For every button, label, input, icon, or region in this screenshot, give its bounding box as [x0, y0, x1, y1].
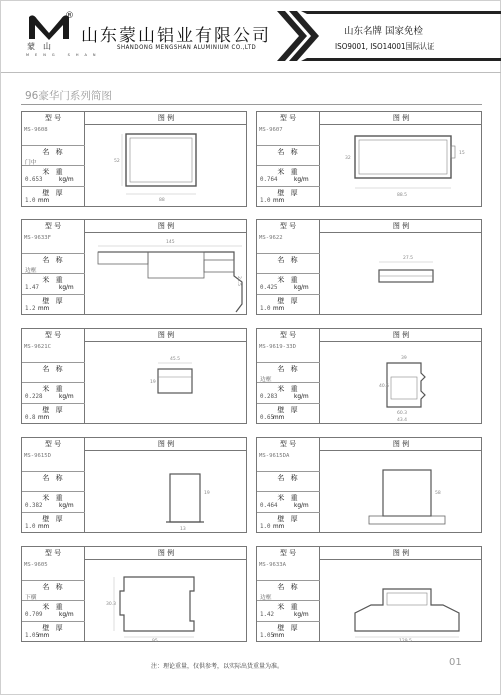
weight-row [257, 383, 320, 404]
dimension-label: 19 [204, 491, 210, 496]
profile-drawing [321, 561, 482, 642]
weight-unit: kg/m [59, 394, 74, 400]
header [1, 1, 501, 65]
drawing-header: 图 例 [85, 112, 247, 125]
name-label: 名 称 [277, 364, 300, 373]
weight-unit: kg/m [294, 394, 309, 400]
dimension-label: 88.5 [397, 193, 408, 198]
model-number: MS-9607 [259, 127, 283, 133]
name-row [257, 146, 320, 167]
name-label: 名 称 [277, 147, 300, 156]
dimension-label: 19 [150, 380, 156, 385]
model-header: 型 号 [22, 112, 85, 125]
profile-diagram [86, 126, 247, 207]
profile-drawing [321, 452, 482, 533]
name-label: 名 称 [277, 473, 300, 482]
model-header: 型 号 [22, 438, 85, 451]
dimension-label: 39 [401, 356, 407, 361]
wall-value: 0.65 [260, 414, 274, 421]
wall-row [22, 513, 85, 534]
weight-row [22, 601, 85, 622]
product-name: 边框 [260, 376, 272, 383]
product-card [21, 111, 247, 207]
dimension-label: 58 [435, 491, 441, 496]
weight-row [22, 274, 85, 295]
profile-drawing [86, 561, 247, 642]
weight-unit: kg/m [59, 503, 74, 509]
dimension-label: 15 [459, 151, 465, 156]
weight-label: 米 重 [42, 494, 65, 502]
wall-value: 0.8 [25, 414, 36, 421]
profile-diagram [321, 343, 482, 424]
dimension-label: 13 [180, 527, 186, 532]
wall-row [257, 404, 320, 425]
weight-label: 米 重 [42, 276, 65, 284]
product-name: 下横 [25, 594, 37, 601]
wall-unit: mm [273, 305, 285, 312]
wall-row [257, 622, 320, 643]
model-header: 型 号 [257, 329, 320, 342]
weight-value: 1.47 [25, 285, 39, 291]
weight-label: 米 重 [277, 168, 300, 176]
name-row [257, 581, 320, 602]
drawing-header: 图 例 [320, 547, 482, 560]
wall-row [22, 187, 85, 208]
profile-diagram [321, 126, 482, 207]
wall-row [22, 404, 85, 425]
name-row [22, 472, 85, 493]
wall-unit: mm [273, 523, 285, 530]
wall-label: 壁 厚 [42, 188, 65, 197]
spec-column [22, 125, 85, 207]
name-label: 名 称 [42, 255, 65, 264]
model-row [257, 233, 320, 254]
weight-label: 米 重 [277, 385, 300, 393]
name-row [257, 254, 320, 275]
wall-row [22, 622, 85, 643]
weight-label: 米 重 [42, 603, 65, 611]
dimension-label: 32 [345, 156, 351, 161]
profile-drawing [86, 343, 247, 424]
profile-diagram [86, 452, 247, 533]
model-number: MS-9608 [24, 127, 48, 133]
model-row [257, 560, 320, 581]
model-header: 型 号 [257, 220, 320, 233]
wall-label: 壁 厚 [42, 514, 65, 523]
name-row [257, 363, 320, 384]
name-row [22, 254, 85, 275]
name-row [22, 581, 85, 602]
weight-label: 米 重 [277, 276, 300, 284]
drawing-header: 图 例 [320, 329, 482, 342]
weight-row [22, 166, 85, 187]
wall-unit: mm [38, 305, 50, 312]
drawing-header: 图 例 [85, 547, 247, 560]
name-label: 名 称 [42, 147, 65, 156]
brand-tagline: 山东名牌 国家免检 [344, 26, 424, 37]
model-number: MS-9615DA [259, 453, 290, 459]
wall-unit: mm [38, 414, 50, 421]
dimension-label: 60.3 [397, 411, 408, 416]
product-card [256, 546, 482, 642]
model-number: MS-9633A [259, 562, 286, 568]
wall-value: 1.0 [25, 197, 36, 204]
model-row [257, 451, 320, 472]
model-row [22, 342, 85, 363]
name-row [257, 472, 320, 493]
weight-value: 0.283 [260, 394, 278, 400]
name-label: 名 称 [42, 582, 65, 591]
wall-value: 1.0 [260, 523, 271, 530]
company-name-cn: 山东蒙山铝业有限公司 [81, 26, 271, 46]
profile-drawing [321, 343, 482, 424]
weight-label: 米 重 [42, 385, 65, 393]
profile-drawing [86, 452, 247, 533]
drawing-header: 图 例 [85, 438, 247, 451]
name-label: 名 称 [42, 364, 65, 373]
weight-unit: kg/m [294, 177, 309, 183]
product-card [21, 437, 247, 533]
dimension-label: 30.3 [106, 602, 117, 607]
name-label: 名 称 [42, 473, 65, 482]
drawing-header: 图 例 [85, 220, 247, 233]
profile-diagram [321, 452, 482, 533]
product-card [256, 437, 482, 533]
dimension-label: 24.5 [236, 276, 241, 287]
wall-label: 壁 厚 [42, 405, 65, 414]
name-label: 名 称 [277, 255, 300, 264]
profile-diagram [321, 234, 482, 315]
drawing-header: 图 例 [85, 329, 247, 342]
weight-value: 0.425 [260, 285, 278, 291]
model-header: 型 号 [22, 220, 85, 233]
profile-diagram [86, 234, 247, 315]
wall-value: 1.0 [260, 197, 271, 204]
dimension-label: 145 [166, 240, 175, 245]
product-card [21, 328, 247, 424]
dimension-label: 129.5 [399, 639, 412, 642]
model-header: 型 号 [22, 547, 85, 560]
wall-row [257, 295, 320, 316]
wall-row [22, 295, 85, 316]
product-card [256, 219, 482, 315]
product-name: 门中 [25, 159, 37, 166]
header-divider [1, 72, 501, 73]
spec-column [22, 451, 85, 533]
dimension-label: 45.5 [170, 357, 181, 362]
weight-row [257, 166, 320, 187]
weight-value: 0.709 [25, 612, 43, 618]
weight-row [22, 492, 85, 513]
model-number: MS-9605 [24, 562, 48, 568]
wall-unit: mm [38, 523, 50, 530]
weight-label: 米 重 [42, 168, 65, 176]
model-header: 型 号 [257, 438, 320, 451]
profile-drawing [86, 126, 247, 207]
weight-row [257, 601, 320, 622]
model-row [257, 342, 320, 363]
wall-value: 1.05 [260, 632, 274, 639]
product-card [256, 328, 482, 424]
footnote: 注：理论重量，仅供参考，以实际出货重量为准。 [151, 663, 284, 670]
page-number: 01 [449, 657, 462, 668]
profile-drawing [321, 126, 482, 207]
profile-diagram [86, 343, 247, 424]
wall-unit: mm [273, 197, 285, 204]
model-row [22, 233, 85, 254]
spec-column [257, 125, 320, 207]
drawing-header: 图 例 [320, 220, 482, 233]
company-name-en: SHANDONG MENGSHAN ALUMINIUM CO.,LTD [117, 44, 257, 51]
weight-unit: kg/m [59, 612, 74, 618]
spec-column [22, 560, 85, 642]
name-row [22, 363, 85, 384]
model-row [257, 125, 320, 146]
dimension-label: 95 [152, 639, 158, 642]
drawing-header: 图 例 [320, 112, 482, 125]
spec-column [257, 233, 320, 315]
section-title: 96豪华门系列简图 [25, 90, 112, 102]
weight-unit: kg/m [294, 285, 309, 291]
dimension-label: 88 [159, 198, 165, 203]
logo-pinyin: MENG SHAN [26, 53, 102, 57]
weight-unit: kg/m [59, 177, 74, 183]
wall-value: 1.05 [25, 632, 39, 639]
product-name: 边框 [25, 267, 37, 274]
weight-value: 0.228 [25, 394, 43, 400]
logo-characters: 蒙山 [27, 42, 59, 51]
wall-label: 壁 厚 [42, 623, 65, 632]
model-header: 型 号 [257, 112, 320, 125]
wall-label: 壁 厚 [42, 296, 65, 305]
wall-row [257, 513, 320, 534]
spec-column [22, 342, 85, 424]
wall-value: 1.0 [25, 523, 36, 530]
wall-label: 壁 厚 [277, 514, 300, 523]
profile-diagram [86, 561, 247, 642]
dimension-label: 40.5 [379, 384, 390, 389]
wall-unit: mm [38, 197, 50, 204]
weight-unit: kg/m [294, 612, 309, 618]
product-name: 边框 [260, 594, 272, 601]
dimension-label: 52 [114, 159, 120, 164]
iso-tagline: ISO9001, ISO14001国际认证 [335, 42, 435, 51]
weight-row [22, 383, 85, 404]
model-number: MS-9622 [259, 235, 283, 241]
drawing-header: 图 例 [320, 438, 482, 451]
profile-drawing [86, 234, 247, 315]
title-rule [21, 104, 482, 105]
dimension-label: 27.5 [403, 256, 414, 261]
model-number: MS-9619-33D [259, 344, 297, 350]
model-header: 型 号 [257, 547, 320, 560]
spec-column [257, 451, 320, 533]
weight-row [257, 274, 320, 295]
dimension-label: 43.4 [397, 418, 408, 423]
wall-unit: mm [273, 632, 285, 639]
weight-value: 0.382 [25, 503, 43, 509]
profile-diagram [321, 561, 482, 642]
wall-value: 1.0 [260, 305, 271, 312]
name-label: 名 称 [277, 582, 300, 591]
model-number: MS-9615D [24, 453, 51, 459]
registered-mark: ® [65, 11, 74, 21]
model-header: 型 号 [22, 329, 85, 342]
spec-column [257, 342, 320, 424]
product-card [256, 111, 482, 207]
model-number: MS-9633F [24, 235, 51, 241]
wall-unit: mm [273, 414, 285, 421]
weight-value: 0.764 [260, 177, 278, 183]
weight-row [257, 492, 320, 513]
model-number: MS-9621C [24, 344, 51, 350]
weight-value: 0.653 [25, 177, 43, 183]
model-row [22, 451, 85, 472]
wall-unit: mm [38, 632, 50, 639]
weight-unit: kg/m [294, 503, 309, 509]
name-row [22, 146, 85, 167]
model-row [22, 125, 85, 146]
weight-unit: kg/m [59, 285, 74, 291]
wall-label: 壁 厚 [277, 188, 300, 197]
weight-value: 0.464 [260, 503, 278, 509]
wall-label: 壁 厚 [277, 405, 300, 414]
wall-label: 壁 厚 [277, 623, 300, 632]
wall-value: 1.2 [25, 305, 36, 312]
spec-column [257, 560, 320, 642]
product-card [21, 546, 247, 642]
weight-label: 米 重 [277, 603, 300, 611]
wall-label: 壁 厚 [277, 296, 300, 305]
model-row [22, 560, 85, 581]
profile-drawing [321, 234, 482, 315]
weight-label: 米 重 [277, 494, 300, 502]
product-card [21, 219, 247, 315]
wall-row [257, 187, 320, 208]
weight-value: 1.42 [260, 612, 274, 618]
spec-column [22, 233, 85, 315]
